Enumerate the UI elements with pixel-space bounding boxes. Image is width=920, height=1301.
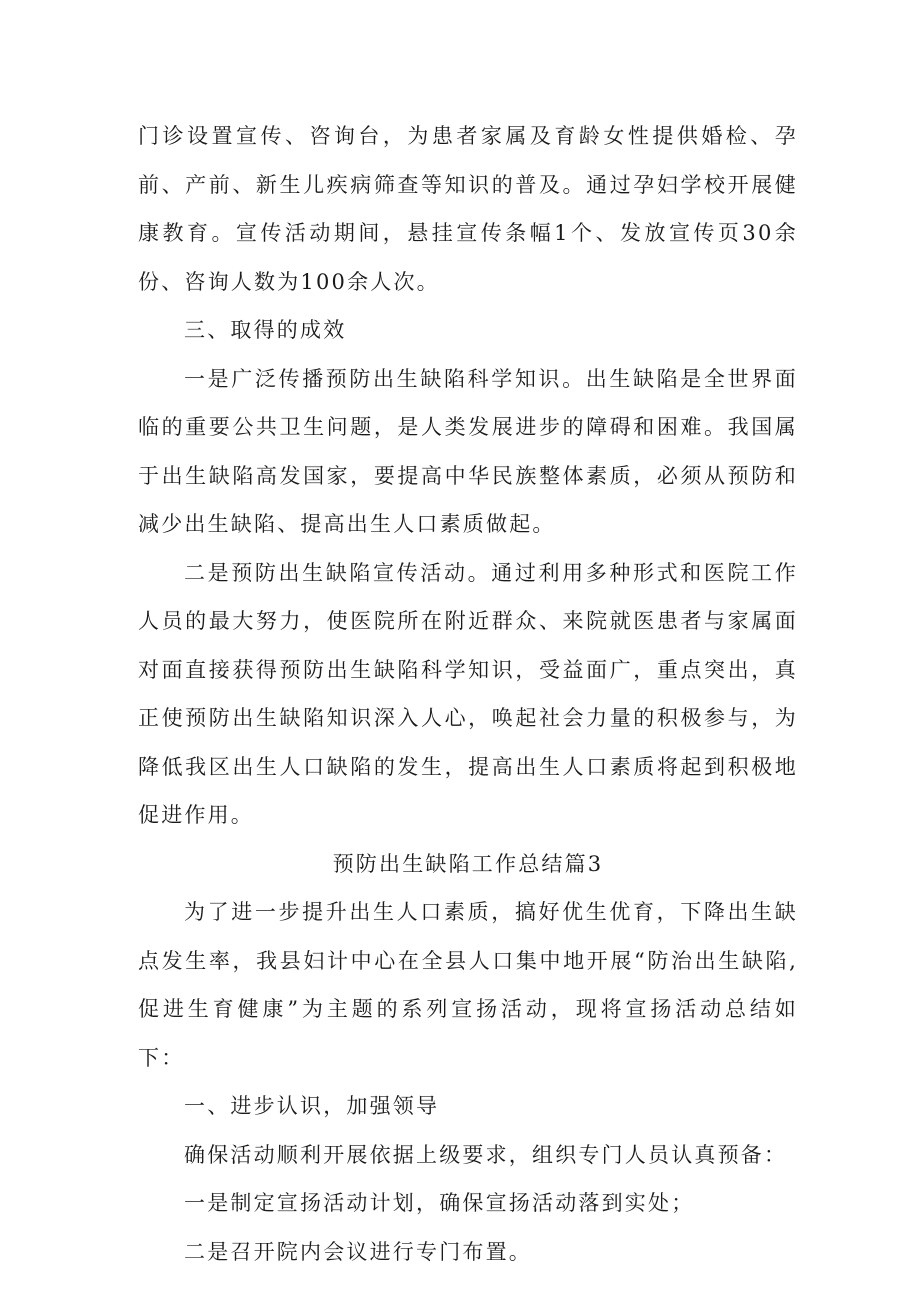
section-heading-leadership: 一、进步认识，加强领导 — [184, 1094, 440, 1118]
paragraph-intro: 为了进一步提升出生人口素质，搞好优生优育，下降出生缺点发生率，我县妇计中心在全县人口集中地开展“防治出生缺陷,促进生育健康”为主题的系列宣扬活动，现将宣扬活动总结如下： — [138, 900, 798, 1070]
paragraph-plan: 一是制定宣扬活动计划，确保宣扬活动落到实处； — [184, 1191, 695, 1215]
paragraph-preparation: 确保活动顺利开展依据上级要求，组织专门人员认真预备： — [184, 1142, 788, 1167]
document-body — [138, 112, 798, 1276]
section-heading-results: 三、取得的成效 — [184, 318, 347, 342]
paragraph-meeting: 二是召开院内会议进行专门布置。 — [184, 1239, 532, 1264]
paragraph-consultation-desk: 门诊设置宣传、咨询台，为患者家属及育龄女性提供婚检、孕前、产前、新生儿疾病筛查等知识的普及。通过孕妇学校开展健康教育。宣传活动期间，悬挂宣传条幅1个、发放宣传页30余份、咨询人数为100余人次。 — [138, 124, 798, 294]
article-title: 预防出生缺陷工作总结篇3 — [332, 851, 604, 876]
paragraph-result-two: 二是预防出生缺陷宣传活动。通过利用多种形式和医院工作人员的最大努力，使医院所在附近群众、来院就医患者与家属面对面直接获得预防出生缺陷科学知识，受益面广，重点突出，真正使预防出生缺陷知识深入人心，唤起社会力量的积极参与，为降低我区出生人口缺陷的发生，提高出生人口素质将起到积极地促进作用。 — [138, 560, 798, 827]
paragraph-result-one: 一是广泛传播预防出生缺陷科学知识。出生缺陷是全世界面临的重要公共卫生问题，是人类发展进步的障碍和困难。我国属于出生缺陷高发国家，要提高中华民族整体素质，必须从预防和减少出生缺陷、提高出生人口素质做起。 — [138, 366, 798, 536]
